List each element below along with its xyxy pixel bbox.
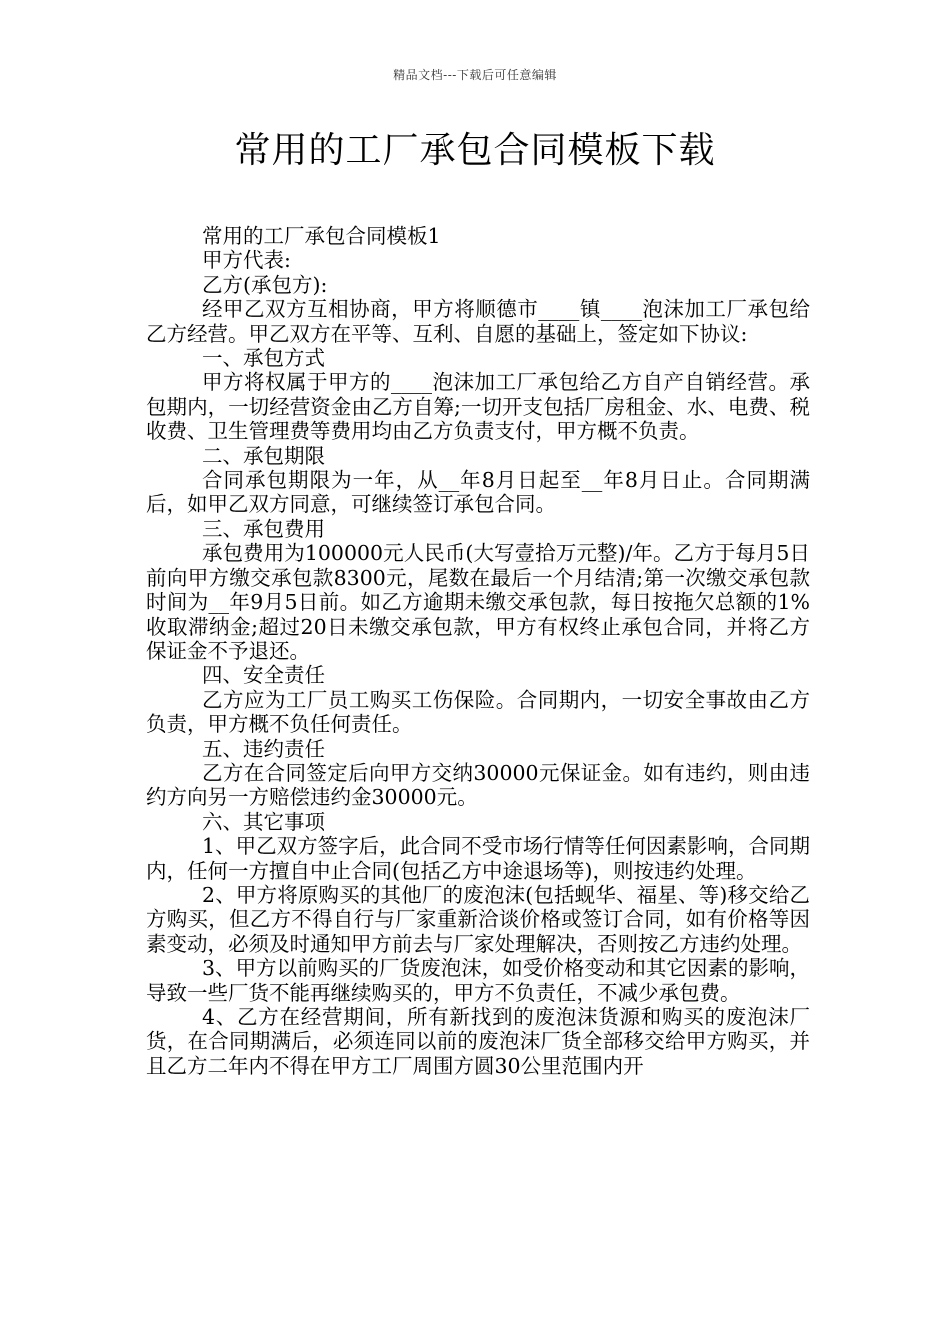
section-heading: 三、承包费用 xyxy=(202,516,325,541)
paragraph: 4、乙方在经营期间，所有新找到的废泡沫货源和购买的废泡沫厂货，在合同期满后，必须连同以前的废泡沫厂货全部移交给甲方购买，并且乙方二年内不得在甲方工厂周围方圆30公里范围内开 xyxy=(146,1005,810,1078)
paragraph: 2、甲方将原购买的其他厂的废泡沫(包括蚬华、福星、等)移交给乙方购买，但乙方不得自行与厂家重新洽谈价格或签订合同，如有价格等因素变动，必须及时通知甲方前去与厂家处理解决，否则按乙方违约处理。 xyxy=(146,882,810,956)
section-heading: 六、其它事项 xyxy=(202,809,325,834)
section-heading: 五、违约责任 xyxy=(202,736,325,761)
section-heading: 一、承包方式 xyxy=(202,346,325,371)
section-heading: 二、承包期限 xyxy=(202,443,325,468)
paragraph: 经甲乙双方互相协商，甲方将顺德市____镇____泡沫加工厂承包给乙方经营。甲乙双方在平等、互利、自愿的基础上，签定如下协议: xyxy=(146,297,810,346)
paragraph: 乙方应为工厂员工购买工伤保险。合同期内，一切安全事故由乙方负责，甲方概不负任何责任。 xyxy=(146,687,810,737)
paragraph: 乙方在合同签定后向甲方交纳30000元保证金。如有违约，则由违约方向另一方赔偿违约金30000元。 xyxy=(146,760,810,810)
paragraph: 乙方(承包方): xyxy=(202,272,328,297)
paragraph: 1、甲乙双方签字后，此合同不受市场行情等任何因素影响，合同期内，任何一方擅自中止合同(包括乙方中途退场等)，则按违约处理。 xyxy=(146,834,810,883)
section-heading: 四、安全责任 xyxy=(202,663,325,688)
page-header: 精品文档---下载后可任意编辑 xyxy=(393,68,557,82)
paragraph: 承包费用为100000元人民币(大写壹拾万元整)/年。乙方于每月5日前向甲方缴交承包款8300元，尾数在最后一个月结清;第一次缴交承包款时间为__年9月5日前。如乙方逾期未缴交承包款，每日按拖欠总额的1%收取滞纳金;超过20日未缴交承包款，甲方有权终止承包合同，并将乙方保证金不予退还。 xyxy=(146,541,810,663)
paragraph: 甲方将权属于甲方的____泡沫加工厂承包给乙方自产自销经营。承包期内，一切经营资金由乙方自筹;一切开支包括厂房租金、水、电费、税收费、卫生管理费等费用均由乙方负责支付，甲方概不负责。 xyxy=(146,370,810,444)
paragraph: 甲方代表: xyxy=(202,248,291,273)
paragraph: 合同承包期限为一年，从__年8月日起至__年8月日止。合同期满后，如甲乙双方同意，可继续签订承包合同。 xyxy=(146,468,810,517)
document-title: 常用的工厂承包合同模板下载 xyxy=(234,130,716,171)
paragraph: 3、甲方以前购买的厂货废泡沫，如受价格变动和其它因素的影响，导致一些厂货不能再继续购买的，甲方不负责任，不减少承包费。 xyxy=(146,956,810,1005)
paragraph: 常用的工厂承包合同模板1 xyxy=(202,224,441,248)
document-body xyxy=(146,224,810,1078)
